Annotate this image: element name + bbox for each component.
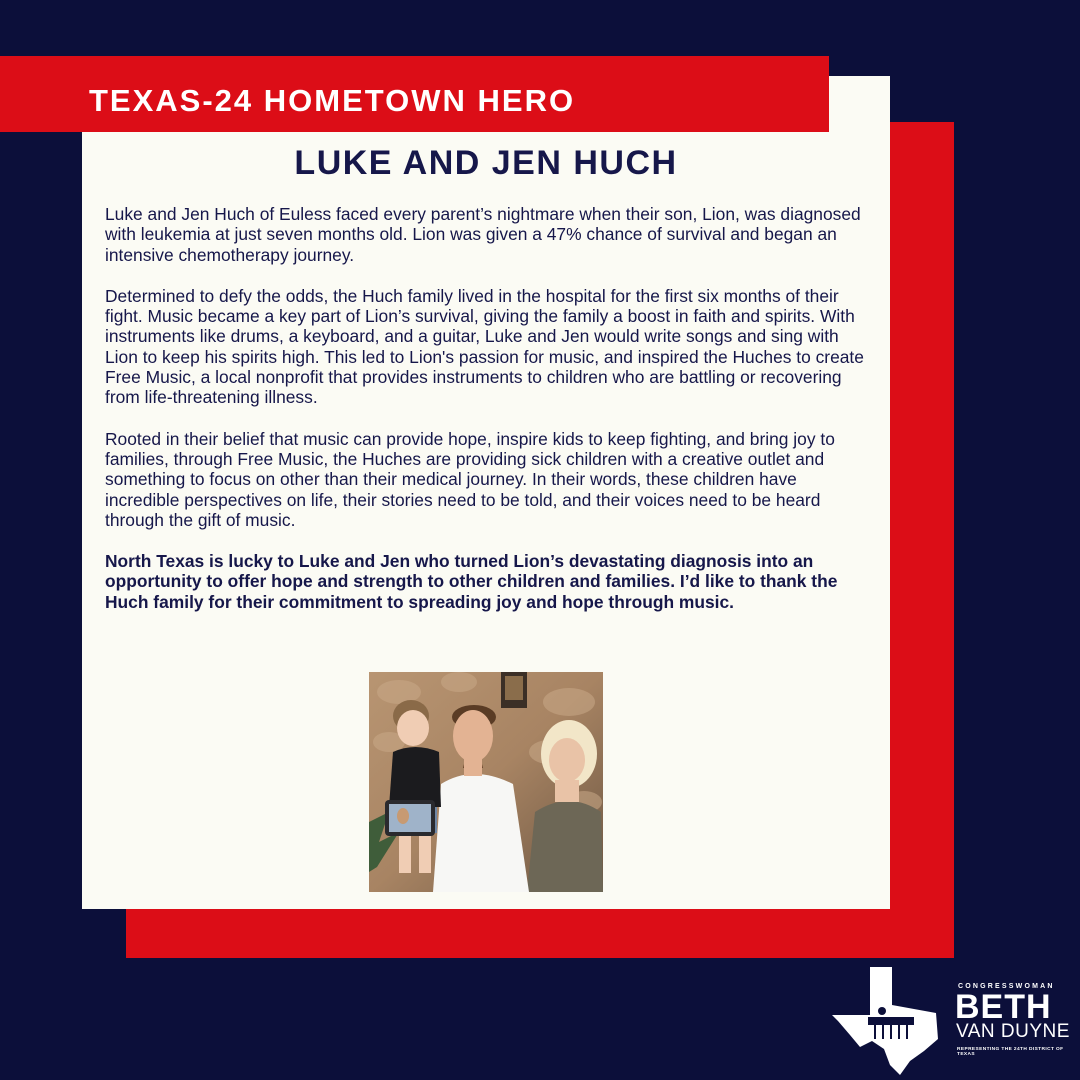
paragraph-2: Determined to defy the odds, the Huch family lived in the hospital for the first six months of their fight. Music became a key part of Lion’s survival, giving the family a boost in faith and spirits. With instruments like drums, a keyboard, and a guitar, Luke and Jen would write songs and sing with Lion to keep his spirits high. This led to Lion's passion for music, and inspired the Huches to create Free Music, a local nonprofit that provides instruments to children who are battling or recovering from life-threatening illness.	[105, 285, 864, 408]
family-photo	[369, 672, 603, 892]
title-banner	[0, 56, 829, 132]
closing-statement: North Texas is lucky to Luke and Jen who turned Lion’s devastating diagnosis into an opportunity to offer hope and strength to other children and families. I’d like to thank the Huch family for their commitment to spreading joy and hope through music.	[105, 551, 838, 612]
logo-first-name: BETH	[955, 988, 1052, 1026]
article-body	[105, 204, 870, 612]
logo-last-name: VAN DUYNE	[956, 1021, 1070, 1042]
logo-title: CONGRESSWOMAN	[958, 983, 1055, 990]
logo-tagline: REPRESENTING THE 24TH DISTRICT OF TEXAS	[957, 1047, 1064, 1057]
page-title: LUKE AND JEN HUCH	[294, 144, 678, 182]
paragraph-3: Rooted in their belief that music can provide hope, inspire kids to keep fighting, and bring joy to families, through Free Music, the Huches are providing sick children with a creative outlet and something to focus on other than their medical journey. In their words, these children have incredible perspectives on life, their stories need to be told, and their voices need to be heard through the gift of music.	[105, 428, 835, 530]
paragraph-1: Luke and Jen Huch of Euless faced every parent’s nightmare when their son, Lion, was diagnosed with leukemia at just seven months old. Lion was given a 47% chance of survival and began an intensive chemotherapy journey.	[105, 204, 861, 265]
banner-label: TEXAS-24 HOMETOWN HERO	[89, 83, 576, 118]
